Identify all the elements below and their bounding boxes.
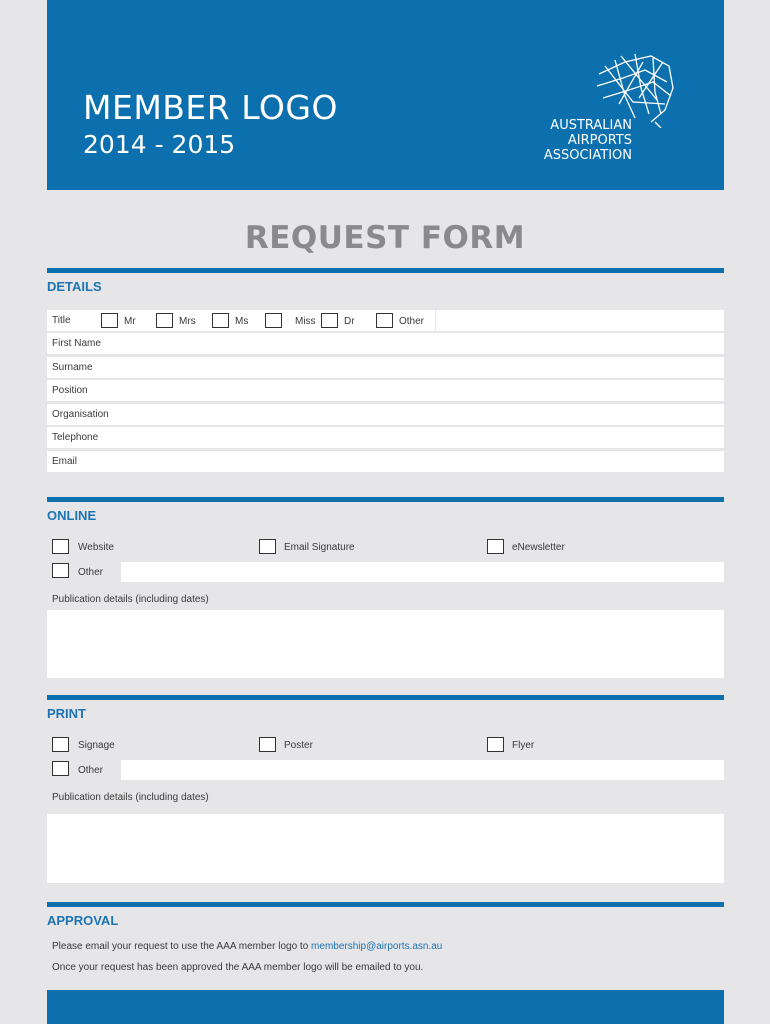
page-subtitle-years: 2014 - 2015 <box>83 130 236 159</box>
print-publication-label: Publication details (including dates) <box>52 792 209 803</box>
online-other-label: Other <box>78 567 104 578</box>
approval-section-title: APPROVAL <box>47 913 119 928</box>
print-other-checkbox[interactable] <box>52 761 69 776</box>
email-label: Email <box>52 456 78 467</box>
header-banner <box>47 0 724 190</box>
title-mrs-checkbox[interactable] <box>156 313 173 328</box>
online-other-input[interactable] <box>121 562 724 582</box>
membership-email-link[interactable]: membership@airports.asn.au <box>311 941 443 952</box>
form-title: REQUEST FORM <box>244 220 526 256</box>
print-other-label: Other <box>78 765 104 776</box>
title-dr-label: Dr <box>344 316 355 327</box>
print-signage-label: Signage <box>78 740 115 751</box>
organisation-label: Organisation <box>52 409 109 420</box>
footer-banner <box>47 990 724 1024</box>
title-other-input[interactable] <box>436 310 724 331</box>
online-enewsletter-label: eNewsletter <box>512 542 565 553</box>
title-dr-checkbox[interactable] <box>321 313 338 328</box>
details-section-title: DETAILS <box>47 279 102 294</box>
online-email-signature-label: Email Signature <box>284 542 355 553</box>
section-divider <box>47 902 724 907</box>
email-field[interactable] <box>47 451 724 472</box>
print-poster-checkbox[interactable] <box>259 737 276 752</box>
online-email-signature-checkbox[interactable] <box>259 539 276 554</box>
section-divider <box>47 497 724 502</box>
title-ms-label: Ms <box>235 316 249 327</box>
online-website-label: Website <box>78 542 114 553</box>
online-enewsletter-checkbox[interactable] <box>487 539 504 554</box>
title-mr-label: Mr <box>124 316 136 327</box>
online-publication-textarea[interactable] <box>47 610 724 678</box>
title-mr-checkbox[interactable] <box>101 313 118 328</box>
section-divider <box>47 268 724 273</box>
telephone-label: Telephone <box>52 432 99 443</box>
telephone-field[interactable] <box>47 427 724 448</box>
title-miss-checkbox[interactable] <box>265 313 282 328</box>
online-other-checkbox[interactable] <box>52 563 69 578</box>
print-publication-textarea[interactable] <box>47 814 724 883</box>
print-signage-checkbox[interactable] <box>52 737 69 752</box>
online-website-checkbox[interactable] <box>52 539 69 554</box>
first-name-field[interactable] <box>47 333 724 354</box>
title-miss-label: Miss <box>295 316 316 327</box>
first-name-label: First Name <box>52 338 101 349</box>
approval-instructions-text: Please email your request to use the AAA member logo to <box>52 941 312 952</box>
position-label: Position <box>52 385 88 396</box>
title-label: Title <box>52 315 71 326</box>
print-other-input[interactable] <box>121 760 724 780</box>
surname-field[interactable] <box>47 357 724 378</box>
approval-instructions <box>52 941 442 952</box>
print-flyer-checkbox[interactable] <box>487 737 504 752</box>
section-divider <box>47 695 724 700</box>
title-other-label: Other <box>399 316 425 327</box>
approval-note: Once your request has been approved the AAA member logo will be emailed to you. <box>52 962 424 973</box>
australia-map-logo-icon <box>595 52 675 128</box>
print-flyer-label: Flyer <box>512 740 535 751</box>
title-mrs-label: Mrs <box>179 316 196 327</box>
title-ms-checkbox[interactable] <box>212 313 229 328</box>
page-title: MEMBER LOGO <box>83 88 338 127</box>
surname-label: Surname <box>52 362 93 373</box>
position-field[interactable] <box>47 380 724 401</box>
org-name: AUSTRALIAN AIRPORTS ASSOCIATION <box>543 118 632 163</box>
print-poster-label: Poster <box>284 740 313 751</box>
online-section-title: ONLINE <box>47 508 97 523</box>
online-publication-label: Publication details (including dates) <box>52 594 209 605</box>
organisation-field[interactable] <box>47 404 724 425</box>
title-other-checkbox[interactable] <box>376 313 393 328</box>
print-section-title: PRINT <box>47 706 86 721</box>
